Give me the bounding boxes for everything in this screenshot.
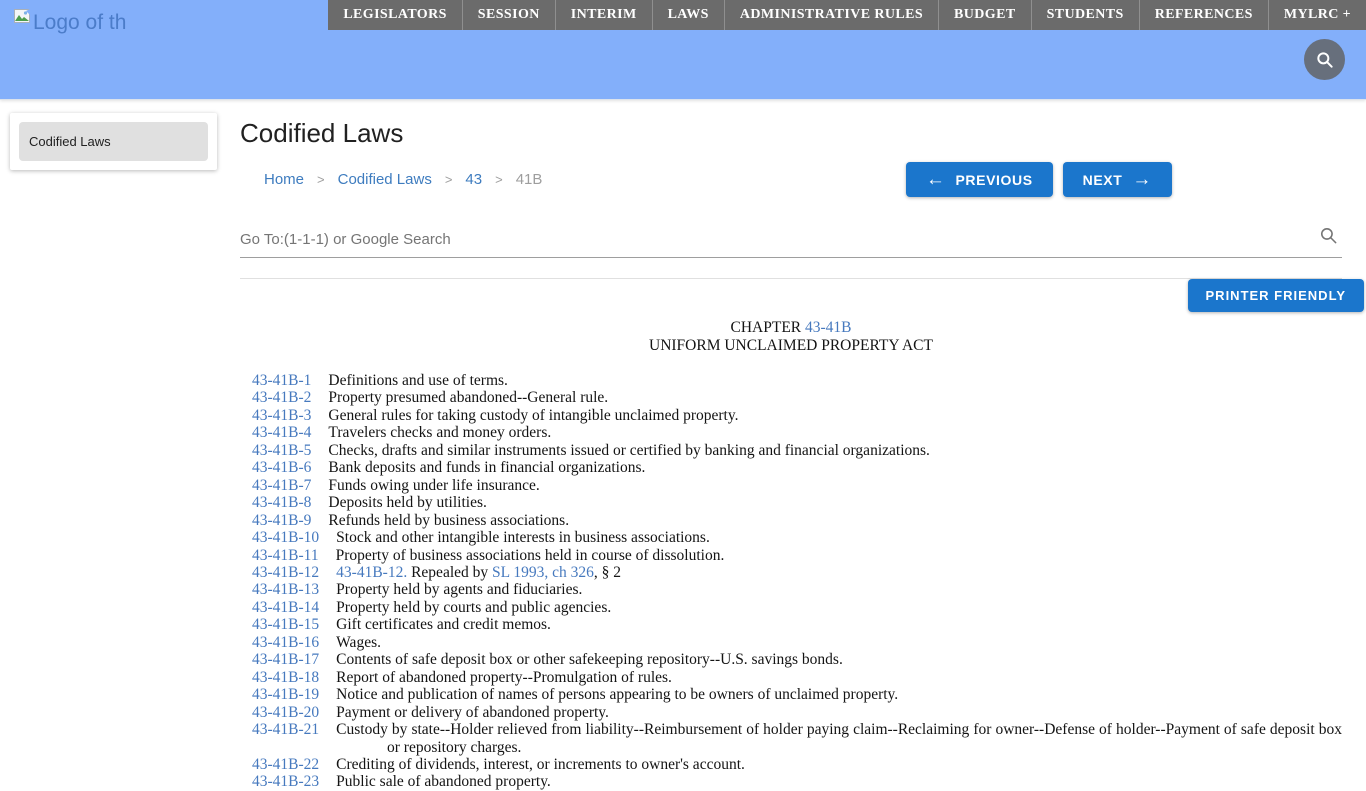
statute-text: Contents of safe deposit box or other safekeeping repository--U.S. savings bonds.: [336, 651, 843, 669]
goto-search-input[interactable]: [240, 223, 1342, 258]
chapter-heading: [240, 319, 1342, 354]
statute-row: [252, 459, 1342, 476]
previous-button-label: PREVIOUS: [955, 171, 1033, 188]
statute-row: [252, 651, 1342, 668]
statute-row: [252, 477, 1342, 494]
search-input-icon[interactable]: [1319, 226, 1338, 250]
statute-text: Gift certificates and credit memos.: [336, 616, 551, 634]
broken-image-icon: [14, 9, 31, 26]
statute-inline-link[interactable]: 43-41B-12.: [336, 563, 408, 581]
content-area: [0, 100, 1366, 791]
statute-row: [252, 616, 1342, 633]
breadcrumb-separator: >: [317, 172, 325, 187]
previous-button[interactable]: [906, 162, 1053, 197]
statute-number-link[interactable]: 43-41B-23: [252, 773, 320, 791]
chapter-number-link[interactable]: 43-41B: [805, 319, 852, 336]
statute-number-link[interactable]: 43-41B-17: [252, 651, 320, 669]
statute-row: [252, 721, 1342, 756]
breadcrumb-item[interactable]: Codified Laws: [337, 171, 432, 188]
nav-item-students[interactable]: STUDENTS: [1032, 0, 1140, 30]
statute-text: Payment or delivery of abandoned property.: [336, 703, 609, 721]
statute-number-link[interactable]: 43-41B-19: [252, 686, 320, 704]
statute-number-link[interactable]: 43-41B-9: [252, 511, 312, 529]
statute-row: [252, 599, 1342, 616]
statute-text: Property presumed abandoned--General rule.: [328, 389, 609, 407]
nav-item-administrative-rules[interactable]: ADMINISTRATIVE RULES: [725, 0, 939, 30]
statute-text: Refunds held by business associations.: [328, 511, 570, 529]
next-button[interactable]: [1063, 162, 1172, 197]
statute-number-link[interactable]: 43-41B-12: [252, 563, 320, 581]
nav-item-laws[interactable]: LAWS: [653, 0, 725, 30]
statute-text: Crediting of dividends, interest, or increments to owner's account.: [336, 755, 745, 773]
site-header: [0, 0, 1366, 100]
nav-item-references[interactable]: REFERENCES: [1140, 0, 1269, 30]
nav-item-interim[interactable]: INTERIM: [556, 0, 653, 30]
breadcrumb-item[interactable]: Home: [264, 171, 305, 188]
statute-number-link[interactable]: 43-41B-21: [252, 721, 320, 739]
statute-row: [252, 581, 1342, 598]
pager-buttons: [906, 162, 1172, 197]
statute-row: [252, 442, 1342, 459]
statute-number-link[interactable]: 43-41B-13: [252, 581, 320, 599]
breadcrumb-item[interactable]: 43: [465, 171, 483, 188]
statute-number-link[interactable]: 43-41B-10: [252, 529, 320, 547]
page-title: Codified Laws: [240, 118, 404, 148]
statute-text: Property held by agents and fiduciaries.: [336, 581, 583, 599]
statute-list: [240, 372, 1342, 791]
statute-row: [252, 529, 1342, 546]
statute-text: Bank deposits and funds in financial organizations.: [328, 459, 646, 477]
statute-text: Definitions and use of terms.: [328, 372, 508, 389]
nav-item-budget[interactable]: BUDGET: [939, 0, 1032, 30]
statute-number-link[interactable]: 43-41B-7: [252, 476, 312, 494]
statute-row: [252, 512, 1342, 529]
statute-number-link[interactable]: 43-41B-3: [252, 406, 312, 424]
statute-text: , § 2: [593, 563, 622, 581]
main-panel: [240, 100, 1346, 791]
statute-number-link[interactable]: 43-41B-8: [252, 494, 312, 512]
main-nav: [328, 0, 1366, 30]
statute-row: [252, 424, 1342, 441]
chapter-prefix: CHAPTER: [730, 319, 802, 336]
statute-number-link[interactable]: 43-41B-22: [252, 755, 320, 773]
statute-row: [252, 756, 1342, 773]
arrow-right-icon: →: [1132, 169, 1152, 190]
statute-text: Travelers checks and money orders.: [328, 424, 552, 442]
arrow-left-icon: ←: [925, 169, 946, 190]
statute-text: Custody by state--Holder relieved from liability--Reimbursement of holder paying claim--Reclaiming for owner--Defense of holder--Payment of safe deposit box or repository charges.: [336, 721, 1342, 756]
statute-text: Notice and publication of names of persons appearing to be owners of unclaimed property.: [336, 686, 899, 704]
statute-row: [252, 407, 1342, 424]
statute-text: Checks, drafts and similar instruments issued or certified by banking and financial organizations.: [328, 441, 930, 459]
nav-item-legislators[interactable]: LEGISLATORS: [328, 0, 462, 30]
search-fab-button[interactable]: [1304, 39, 1345, 80]
statute-number-link[interactable]: 43-41B-15: [252, 616, 320, 634]
statute-row: [252, 704, 1342, 721]
nav-item-session[interactable]: SESSION: [463, 0, 556, 30]
statute-text: Property of business associations held in course of dissolution.: [335, 546, 725, 564]
statute-text: General rules for taking custody of intangible unclaimed property.: [328, 406, 739, 424]
statute-row: [252, 669, 1342, 686]
chapter-title: UNIFORM UNCLAIMED PROPERTY ACT: [649, 336, 933, 354]
statute-number-link[interactable]: 43-41B-20: [252, 703, 320, 721]
sidebar: [10, 113, 217, 170]
statute-row: [252, 494, 1342, 511]
next-button-label: NEXT: [1082, 171, 1123, 188]
statute-text: Stock and other intangible interests in business associations.: [336, 529, 710, 547]
sidebar-item-codified-laws[interactable]: Codified Laws: [19, 122, 208, 161]
statute-number-link[interactable]: 43-41B-1: [252, 372, 312, 389]
search-icon: [1315, 50, 1335, 70]
statute-number-link[interactable]: 43-41B-5: [252, 441, 312, 459]
breadcrumb-separator: >: [444, 172, 453, 187]
statute-text: Deposits held by utilities.: [328, 494, 487, 512]
statute-row: [252, 634, 1342, 651]
statute-number-link[interactable]: 43-41B-16: [252, 633, 320, 651]
statute-text: Repealed by: [407, 563, 493, 581]
statute-text: Report of abandoned property--Promulgation of rules.: [336, 668, 672, 686]
statute-row: [252, 372, 1342, 389]
statute-row: [252, 686, 1342, 703]
statute-text: Funds owing under life insurance.: [328, 476, 540, 494]
statute-number-link[interactable]: 43-41B-18: [252, 668, 320, 686]
nav-item-mylrc[interactable]: MYLRC +: [1283, 7, 1351, 22]
statute-number-link[interactable]: 43-41B-14: [252, 598, 320, 616]
statute-row: [252, 547, 1342, 564]
site-logo[interactable]: [14, 9, 126, 35]
logo-alt-text: Logo of th: [33, 11, 127, 34]
breadcrumb-item: 41B: [515, 171, 543, 188]
breadcrumb-separator: >: [495, 172, 503, 187]
statute-text: Public sale of abandoned property.: [336, 773, 551, 791]
statute-inline-link[interactable]: SL 1993, ch 326: [492, 563, 594, 581]
statute-number-link[interactable]: 43-41B-2: [252, 389, 312, 407]
statute-row: [252, 773, 1342, 790]
statute-row: [252, 389, 1342, 406]
goto-search: [240, 223, 1342, 258]
statute-number-link[interactable]: 43-41B-11: [252, 546, 319, 564]
breadcrumb: [240, 171, 542, 188]
statute-row: [252, 564, 1342, 581]
printer-friendly-button[interactable]: PRINTER FRIENDLY: [1188, 279, 1364, 312]
statute-text: Property held by courts and public agencies.: [336, 598, 612, 616]
statute-number-link[interactable]: 43-41B-6: [252, 459, 312, 477]
statute-text: Wages.: [336, 633, 381, 651]
statute-number-link[interactable]: 43-41B-4: [252, 424, 312, 442]
